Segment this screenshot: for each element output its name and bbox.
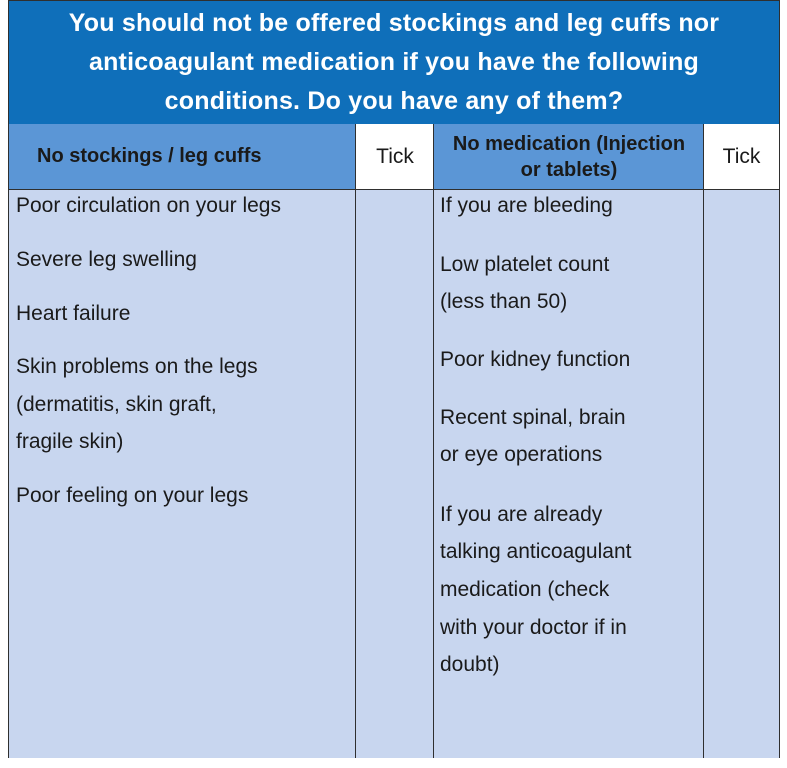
- list-item: (dermatitis, skin graft,: [16, 393, 217, 416]
- list-item: Heart failure: [16, 302, 131, 325]
- list-item: Poor feeling on your legs: [16, 484, 249, 507]
- list-item: talking anticoagulant: [440, 540, 632, 563]
- column-divider: [703, 124, 704, 758]
- header-no-medication-line-2: or tablets): [520, 158, 618, 181]
- list-item: Low platelet count: [440, 253, 610, 276]
- list-item: If you are already: [440, 503, 603, 526]
- title-line-1: You should not be offered stockings and leg cuffs nor: [68, 9, 720, 37]
- list-item: Skin problems on the legs: [16, 355, 258, 378]
- list-item: (less than 50): [440, 290, 568, 313]
- list-item: fragile skin): [16, 430, 124, 453]
- header-tick-left: Tick: [356, 124, 434, 189]
- column-divider: [355, 124, 356, 758]
- conditions-table: [8, 0, 780, 758]
- tick-box-right[interactable]: [704, 189, 779, 758]
- list-item: If you are bleeding: [440, 194, 613, 217]
- list-item: Poor kidney function: [440, 348, 631, 371]
- table-title: [9, 1, 779, 124]
- header-tick-right: Tick: [704, 124, 779, 189]
- tick-box-left[interactable]: [356, 189, 434, 758]
- list-item: Recent spinal, brain: [440, 406, 626, 429]
- title-line-2: anticoagulant medication if you have the following: [88, 48, 700, 76]
- list-item: Severe leg swelling: [16, 248, 197, 271]
- list-item: doubt): [440, 653, 500, 676]
- header-no-medication-line-1: No medication (Injection: [452, 132, 686, 155]
- list-item: medication (check: [440, 578, 610, 601]
- list-item: or eye operations: [440, 443, 603, 466]
- list-item: Poor circulation on your legs: [16, 194, 281, 217]
- column-divider: [433, 124, 434, 758]
- header-no-medication: [434, 124, 704, 189]
- header-no-stockings: No stockings / leg cuffs: [9, 124, 356, 189]
- title-line-3: conditions. Do you have any of them?: [164, 87, 624, 115]
- list-item: with your doctor if in: [440, 616, 627, 639]
